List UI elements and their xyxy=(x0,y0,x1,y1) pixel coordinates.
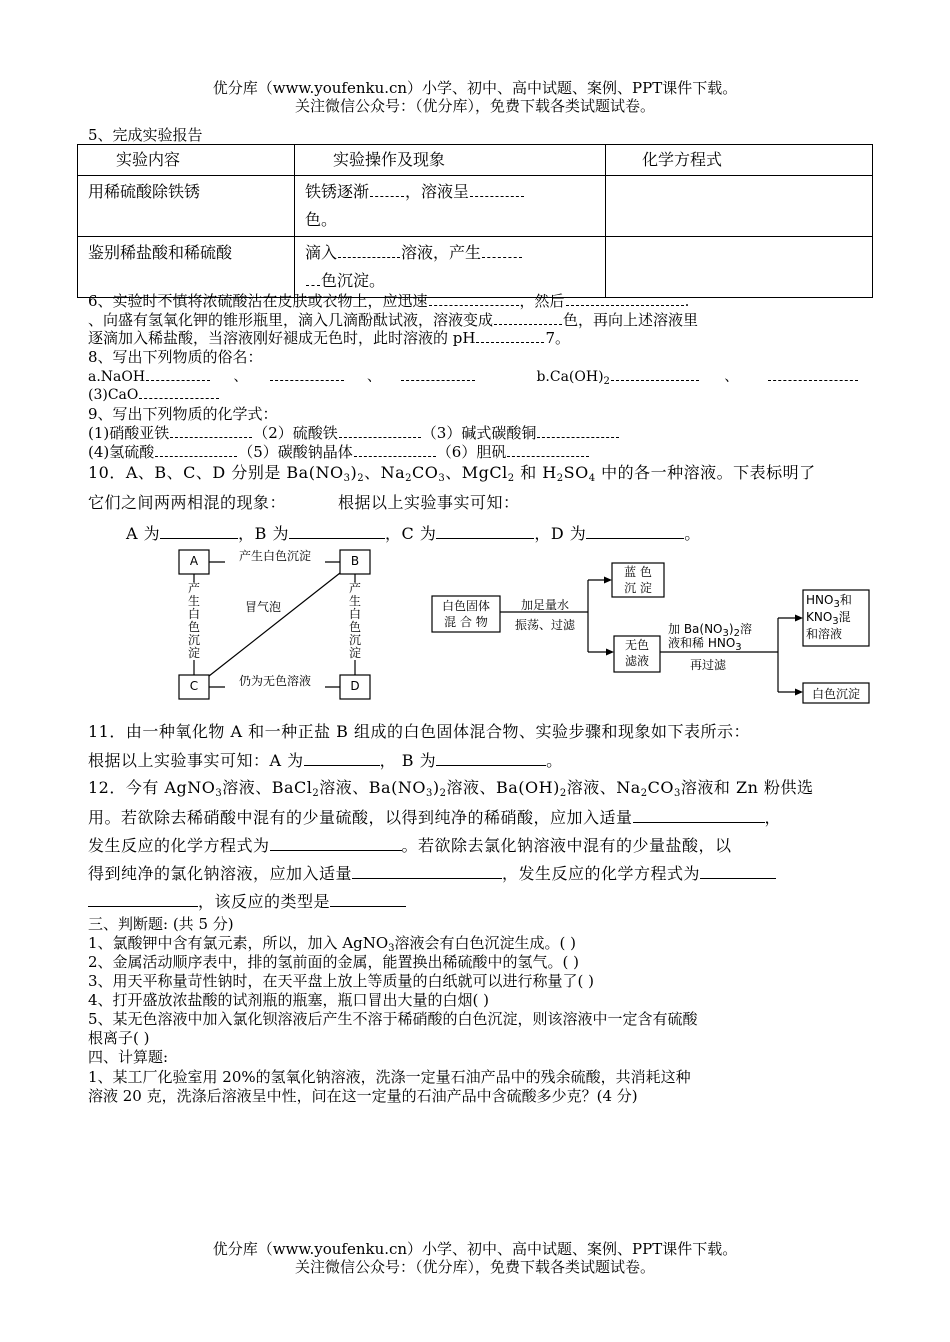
label-bd-char: 淀 xyxy=(348,646,361,660)
q9-item-3: （3）碱式碳酸铜 xyxy=(421,424,537,442)
q7-line-1 xyxy=(88,311,698,329)
label-cd: 仍为无色溶液 xyxy=(225,672,325,689)
label-ac-char: 产 xyxy=(187,581,200,595)
s: 2 xyxy=(640,788,648,799)
s: 3 xyxy=(425,788,433,799)
t: 混 xyxy=(838,610,851,624)
label-bd xyxy=(347,582,363,660)
s: 3 xyxy=(832,616,839,627)
s: 3 xyxy=(673,788,681,799)
judge-item-2: 2、金属活动顺序表中，排的氢前面的金属，能置换出稀硫酸中的氢气。( ) xyxy=(88,953,580,971)
label-b: B xyxy=(350,554,360,568)
q7-text-a: 、向盛有氢氧化钾的锥形瓶里，滴入几滴酚酞试液，溶液变成 xyxy=(88,311,494,329)
label-result-precipitate: 白色沉淀 xyxy=(811,687,860,701)
t: ，该反应的类型是 xyxy=(198,892,331,911)
s: 2 xyxy=(733,628,740,639)
page-header xyxy=(0,79,950,115)
diagrams-area xyxy=(0,540,950,710)
q10-line2-a: 它们之间两两相混的现象： xyxy=(88,493,287,512)
q10-s5: 2 xyxy=(507,473,515,484)
t: 1、氯酸钾中含有氯元素，所以，加入 AgNO xyxy=(88,934,389,952)
s: 2 xyxy=(439,788,447,799)
q8-line-2 xyxy=(88,386,220,404)
label-filtrate-1: 无色 xyxy=(624,638,649,652)
row2-operation xyxy=(295,237,606,298)
q9-line-1 xyxy=(88,424,620,442)
q8-line xyxy=(88,368,859,386)
part4-title: 四、计算题: xyxy=(88,1048,169,1066)
q10-s7: 4 xyxy=(588,473,596,484)
answer-blank-b[interactable] xyxy=(289,524,385,539)
answer-blank-d[interactable] xyxy=(586,524,684,539)
t: 得到纯净的氯化钠溶液，应加入适量 xyxy=(88,864,353,883)
q5-title: 5、完成实验报告 xyxy=(88,126,203,144)
label-c: C xyxy=(189,679,199,693)
q7-line-2 xyxy=(88,329,570,347)
q8-sep-1: 、 xyxy=(233,369,248,385)
blank[interactable] xyxy=(139,386,219,399)
table-header-row xyxy=(78,145,873,176)
label-step1a: 加足量水 xyxy=(520,598,569,612)
q9-item-2: （2）硫酸铁 xyxy=(253,424,338,442)
q8-c: (3)CaO xyxy=(88,387,139,403)
t: CO xyxy=(647,778,674,797)
q10-d-label: ，D 为 xyxy=(534,524,587,543)
q6-text-c: . xyxy=(684,292,690,310)
label-start xyxy=(432,598,500,630)
page-footer xyxy=(0,1240,950,1276)
res-1 xyxy=(806,592,852,609)
label-result-solution xyxy=(806,592,852,643)
label-ac-char: 白 xyxy=(187,607,200,621)
answer-blank-c[interactable] xyxy=(436,524,534,539)
label-ac-char: 沉 xyxy=(187,633,200,647)
blank[interactable] xyxy=(339,425,421,438)
t: ， xyxy=(764,808,782,827)
label-step2c: 再过滤 xyxy=(690,658,727,672)
s: 3 xyxy=(833,599,840,610)
label-step2 xyxy=(668,622,752,653)
answer-blank[interactable] xyxy=(352,864,502,879)
blank[interactable] xyxy=(566,293,684,306)
q10-s4: 3 xyxy=(438,473,446,484)
experiment-report-table xyxy=(77,144,873,298)
label-bd-char: 沉 xyxy=(348,633,361,647)
blank[interactable] xyxy=(170,425,252,438)
label-ac-char: 色 xyxy=(187,620,200,634)
label-start-1: 白色固体 xyxy=(441,599,490,613)
q10-line-2 xyxy=(88,494,520,512)
t: 溶液、Na xyxy=(566,778,641,797)
q10-t7: SO xyxy=(563,463,589,482)
row1-op-a: 铁锈逐渐 xyxy=(305,182,370,201)
t: ，发生反应的化学方程式为 xyxy=(502,864,701,883)
q10-a-label: A 为 xyxy=(126,524,161,543)
row1-op-b: ，溶液呈 xyxy=(405,182,470,201)
blank[interactable] xyxy=(470,184,524,197)
s: 3 xyxy=(735,642,742,653)
q6-line xyxy=(88,292,689,310)
label-start-2: 混 合 物 xyxy=(444,615,488,629)
header-equation: 化学方程式 xyxy=(606,145,873,176)
label-bd-char: 生 xyxy=(348,594,361,608)
part3-title: 三、判断题: (共 5 分) xyxy=(88,915,234,933)
q11-b-label: ， B 为 xyxy=(379,751,437,770)
q9-item-4: (4)氢硫酸 xyxy=(88,443,155,461)
table-row xyxy=(78,237,873,298)
label-step2a xyxy=(668,622,752,639)
q11-line-2 xyxy=(88,751,563,770)
q12-line-1 xyxy=(88,779,813,797)
footer-line-2: 关注微信公众号：（优分库），免费下载各类试题试卷。 xyxy=(294,1258,655,1276)
judge-item-3: 3、用天平称量苛性钠时，在天平盘上放上等质量的白纸就可以进行称量了( ) xyxy=(88,972,595,990)
q8-sep-2: 、 xyxy=(367,369,381,385)
judge-item-4: 4、打开盛放浓盐酸的试剂瓶的瓶塞，瓶口冒出大量的白烟( ) xyxy=(88,991,490,1009)
answer-blank[interactable] xyxy=(330,892,406,907)
blank[interactable] xyxy=(611,368,699,381)
judge-item-5b: 根离子( ) xyxy=(88,1029,150,1047)
t: 溶 xyxy=(739,622,752,636)
arrowhead-3 xyxy=(795,615,803,622)
table-row xyxy=(78,176,873,237)
header-line-2: 关注微信公众号：（优分库），免费下载各类试题试卷。 xyxy=(294,97,655,115)
blank[interactable] xyxy=(476,330,544,343)
s: 3 xyxy=(388,943,395,954)
answer-blank[interactable] xyxy=(633,808,765,823)
label-bd-char: 产 xyxy=(348,581,361,595)
q10-b-label: ，B 为 xyxy=(238,524,290,543)
row1-operation xyxy=(295,176,606,237)
calc-item-1b: 溶液 20 克，洗涤后溶液呈中性，问在这一定量的石油产品中含硫酸多少克？(4 分) xyxy=(88,1087,638,1105)
q8-a: a.NaOH xyxy=(88,369,146,385)
t: 用。若欲除去稀硝酸中混有的少量硫酸，以得到纯净的稀硝酸，应加入适量 xyxy=(88,808,633,827)
blank[interactable] xyxy=(370,184,404,197)
s: 2 xyxy=(559,788,567,799)
q8-sep-3: 、 xyxy=(724,369,739,385)
label-d: D xyxy=(350,679,360,693)
q9-item-5: （5）碳酸钠晶体 xyxy=(238,443,353,461)
q10-t2: ) xyxy=(350,463,358,482)
label-step2b xyxy=(668,636,752,653)
t: 发生反应的化学方程式为 xyxy=(88,836,270,855)
label-blue xyxy=(612,564,664,596)
blank[interactable] xyxy=(507,444,589,457)
calc-item-1a: 1、某工厂化验室用 20%的氢氧化钠溶液，洗涤一定量石油产品中的残余硫酸，共消耗这种 xyxy=(88,1068,691,1086)
t: 和 xyxy=(839,593,852,607)
row2-content: 鉴别稀盐酸和稀硫酸 xyxy=(78,237,295,298)
q10-end: 。 xyxy=(684,524,701,543)
answer-blank-b[interactable] xyxy=(436,751,546,766)
q8-b xyxy=(536,369,609,385)
q11-line-1: 11．由一种氧化物 A 和一种正盐 B 组成的白色固体混合物、实验步骤和现象如下表所示： xyxy=(88,722,751,741)
t: KNO xyxy=(806,610,833,624)
q6-text-b: ，然后 xyxy=(519,292,565,310)
blank[interactable] xyxy=(537,425,619,438)
q10-s3: 2 xyxy=(405,473,412,484)
s: 3 xyxy=(215,788,223,799)
line-diagonal xyxy=(209,573,340,676)
answer-blank[interactable] xyxy=(270,836,402,851)
q8-b-text: b.Ca(OH) xyxy=(536,369,604,385)
q10-s6: 2 xyxy=(556,473,564,484)
blank[interactable] xyxy=(768,368,858,381)
q10-t6: 和 H xyxy=(514,463,557,482)
arrowhead-2 xyxy=(606,649,614,656)
t: 12．今有 AgNO xyxy=(88,778,216,797)
label-filtrate-2: 滤液 xyxy=(624,654,649,668)
answer-blank[interactable] xyxy=(88,892,198,907)
t: 溶液会有白色沉淀生成。( ) xyxy=(394,934,577,952)
blank[interactable] xyxy=(155,444,237,457)
t: ) xyxy=(432,778,440,797)
label-ac-char: 生 xyxy=(187,594,200,608)
header-content: 实验内容 xyxy=(78,145,295,176)
q10-t1: 10．A、B、C、D 分别是 Ba(NO xyxy=(88,463,344,482)
judge-item-1 xyxy=(88,934,576,952)
q10-s2: 2 xyxy=(357,473,365,484)
s: 2 xyxy=(312,788,320,799)
blank[interactable] xyxy=(338,245,400,258)
header-line-1: 优分库（www.youfenku.cn）小学、初中、高中试题、案例、PPT课件下载。 xyxy=(212,79,738,97)
res-3: 和溶液 xyxy=(806,627,843,641)
label-step1b: 振荡、过滤 xyxy=(514,618,575,632)
blank[interactable] xyxy=(354,444,436,457)
blank[interactable] xyxy=(146,368,210,381)
q6-text-a: 6、实验时不慎将浓硫酸沾在皮肤或衣物上，应迅速 xyxy=(88,292,428,310)
q10-s1: 3 xyxy=(343,473,351,484)
row1-equation-cell[interactable] xyxy=(606,176,873,237)
blank[interactable] xyxy=(306,273,320,286)
q10-c-label: ，C 为 xyxy=(385,524,437,543)
res-2 xyxy=(806,609,852,626)
row2-op-c: 色沉淀。 xyxy=(321,271,386,290)
label-a: A xyxy=(189,554,199,568)
q8-b-sub: 2 xyxy=(603,376,610,387)
q10-t8: 中的各一种溶液。下表标明了 xyxy=(595,463,816,482)
q7-text-b: 色，再向上述溶液里 xyxy=(563,311,699,329)
q9-title: 9、写出下列物质的化学式： xyxy=(88,405,278,423)
q11-end: 。 xyxy=(546,751,563,770)
t: 。若欲除去氯化钠溶液中混有的少量盐酸，以 xyxy=(401,836,732,855)
blank[interactable] xyxy=(270,368,344,381)
row1-op-c: 色。 xyxy=(305,210,338,229)
label-diagonal: 冒气泡 xyxy=(245,600,282,614)
row1-content: 用稀硫酸除铁锈 xyxy=(78,176,295,237)
q10-t4: CO xyxy=(412,463,439,482)
row2-equation-cell[interactable] xyxy=(606,237,873,298)
t: 溶液、Ba(OH) xyxy=(446,778,560,797)
answer-blank-a[interactable] xyxy=(160,524,238,539)
blank[interactable] xyxy=(482,245,522,258)
t: 液和稀 HNO xyxy=(668,636,736,650)
row2-op-a: 滴入 xyxy=(305,243,338,262)
t: 溶液、BaCl xyxy=(222,778,313,797)
q9-line-2 xyxy=(88,443,590,461)
q10-t3: 、Na xyxy=(364,463,406,482)
q12-line-2 xyxy=(88,808,781,827)
row2-op-b: 溶液，产生 xyxy=(401,243,482,262)
q10-line-1 xyxy=(88,464,816,482)
q12-line-5 xyxy=(88,892,406,911)
blank[interactable] xyxy=(494,312,562,325)
answer-blank-a[interactable] xyxy=(304,751,380,766)
t: 加 Ba(NO xyxy=(668,622,723,636)
t: HNO xyxy=(806,593,834,607)
t: 溶液、Ba(NO xyxy=(319,778,426,797)
q10-t5: 、MgCl xyxy=(445,463,508,482)
q9-item-1: (1)硝酸亚铁 xyxy=(88,424,170,442)
blank[interactable] xyxy=(401,368,475,381)
label-ac-char: 淀 xyxy=(187,646,200,660)
label-bd-char: 白 xyxy=(348,607,361,621)
q9-item-6: （6）胆矾 xyxy=(436,443,507,461)
q10-line2-b: 根据以上实验事实可知： xyxy=(338,493,520,512)
footer-line-1: 优分库（www.youfenku.cn）小学、初中、高中试题、案例、PPT课件下载。 xyxy=(212,1240,738,1258)
label-ac xyxy=(186,582,202,660)
judge-item-5a: 5、某无色溶液中加入氯化钡溶液后产生不溶于稀硝酸的白色沉淀，则该溶液中一定含有硫酸 xyxy=(88,1010,698,1028)
answer-blank[interactable] xyxy=(700,864,776,879)
q7-text-c: 逐滴加入稀盐酸，当溶液刚好褪成无色时，此时溶液的 pH xyxy=(88,329,476,347)
t: 溶液和 Zn 粉供选 xyxy=(680,778,814,797)
t: ) xyxy=(728,622,734,636)
header-operation: 实验操作及现象 xyxy=(295,145,606,176)
blank[interactable] xyxy=(429,293,519,306)
q8-title: 8、写出下列物质的俗名： xyxy=(88,348,263,366)
arrowhead-4 xyxy=(795,689,803,696)
label-filtrate xyxy=(614,637,660,669)
s: 3 xyxy=(722,628,729,639)
arrowhead-1 xyxy=(604,577,612,584)
q12-line-3 xyxy=(88,836,732,855)
label-ab: 产生白色沉淀 xyxy=(225,547,325,564)
label-bd-char: 色 xyxy=(348,620,361,634)
label-blue-1: 蓝 色 xyxy=(624,565,652,579)
q12-line-4 xyxy=(88,864,776,883)
label-blue-2: 沉 淀 xyxy=(624,581,652,595)
q11-a-label: 根据以上实验事实可知：A 为 xyxy=(88,751,304,770)
q7-text-d: 7。 xyxy=(545,329,571,347)
